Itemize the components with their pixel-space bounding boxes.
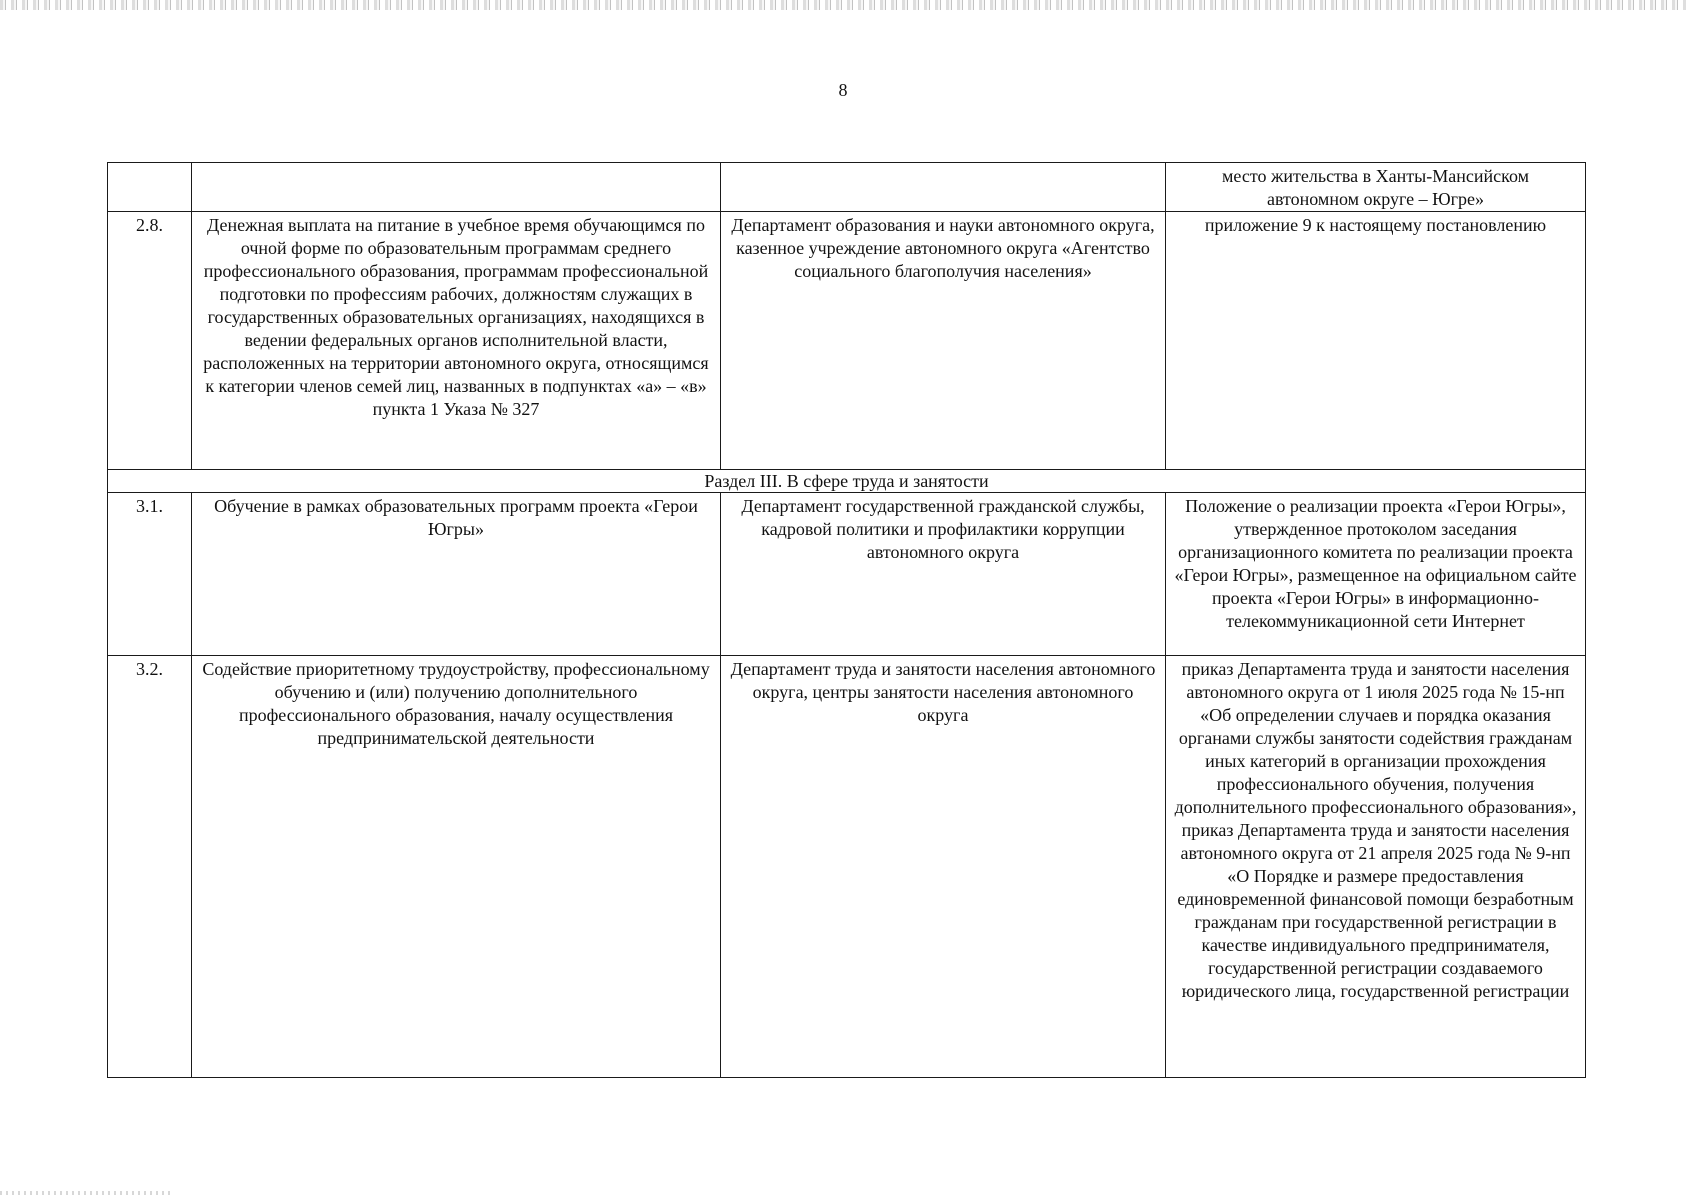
table-cell-measure: Обучение в рамках образовательных программ проекта «Герои Югры» <box>192 493 721 656</box>
table-cell-basis: приложение 9 к настоящему постановлению <box>1166 212 1586 470</box>
table-cell-executor: Департамент труда и занятости населения автономного округа, центры занятости населения автономного округа <box>721 656 1166 1078</box>
page-number: 8 <box>838 80 848 100</box>
table-row <box>108 493 1586 656</box>
table-cell-executor <box>721 163 1166 212</box>
table-row <box>108 212 1586 470</box>
table-cell-measure: Содействие приоритетному трудоустройству, профессиональному обучению и (или) получению дополнительного профессионального образования, началу осуществления предпринимательской деятельности <box>192 656 721 1078</box>
table-cell-measure <box>192 163 721 212</box>
table-cell-measure: Денежная выплата на питание в учебное время обучающимся по очной форме по образовательным программам среднего профессионального образования, программам профессиональной подготовки по профессиям рабочих, должностям служащих в государственных образовательных организациях, находящихся в ведении федеральных органов исполнительной власти, расположенных на территории автономного округа, относящимся к категории членов семей лиц, названных в подпунктах «а» – «в» пункта 1 Указа № 327 <box>192 212 721 470</box>
table-cell-num <box>108 163 192 212</box>
table-cell-basis: Положение о реализации проекта «Герои Югры», утвержденное протоколом заседания организационного комитета по реализации проекта «Герои Югры», размещенное на официальном сайте проекта «Герои Югры» в информационно-телекоммуникационной сети Интернет <box>1166 493 1586 656</box>
table-row <box>108 656 1586 1078</box>
table-cell-num: 2.8. <box>108 212 192 470</box>
measures-table <box>107 162 1586 1078</box>
table-cell-basis: место жительства в Ханты-Мансийском автономном округе – Югре» <box>1166 163 1586 212</box>
section-header-row <box>108 470 1586 493</box>
table-cell-executor: Департамент государственной гражданской службы, кадровой политики и профилактики коррупции автономного округа <box>721 493 1166 656</box>
table-cell-num: 3.2. <box>108 656 192 1078</box>
table-cell-num: 3.1. <box>108 493 192 656</box>
table-row <box>108 163 1586 212</box>
section-title: Раздел III. В сфере труда и занятости <box>108 470 1586 493</box>
scan-edge-artifact <box>0 0 1686 10</box>
table-cell-executor: Департамент образования и науки автономного округа, казенное учреждение автономного округа «Агентство социального благополучия населения» <box>721 212 1166 470</box>
scan-edge-artifact <box>0 1191 170 1195</box>
table-cell-basis: приказ Департамента труда и занятости населения автономного округа от 1 июля 2025 года № 15-нп «Об определении случаев и порядка оказания органами службы занятости содействия гражданам иных категорий в организации прохождения профессионального обучения, получения дополнительного профессионального образования», приказ Департамента труда и занятости населения автономного округа от 21 апреля 2025 года № 9-нп «О Порядке и размере предоставления единовременной финансовой помощи безработным гражданам при государственной регистрации в качестве индивидуального предпринимателя, государственной регистрации создаваемого юридического лица, государственной регистрации <box>1166 656 1586 1078</box>
